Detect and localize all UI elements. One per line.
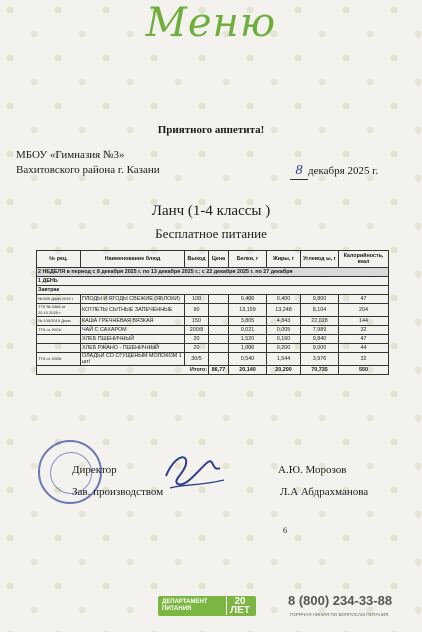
table-row [37, 353, 389, 366]
proteins-cell: 1,000 [229, 344, 267, 353]
fats-cell: 4,843 [267, 317, 301, 326]
dish-cell: ХЛЕБ ПШЕНИЧНЫЙ [81, 335, 185, 344]
rec-cell: ТТК № 3468 от 20.10.2025 г [37, 304, 81, 317]
total-row [37, 366, 389, 375]
dish-cell: ПЛОДЫ И ЯГОДЫ СВЕЖИЕ (ЯБЛОКИ) [81, 295, 185, 304]
output-cell: 150 [185, 317, 209, 326]
menu-rows [37, 295, 389, 366]
total-fats: 20,200 [267, 366, 301, 375]
menu-date [290, 163, 378, 180]
price-cell [209, 344, 229, 353]
proteins-cell: 0,540 [229, 353, 267, 366]
carbs-cell: 7,989 [301, 326, 339, 335]
fats-cell: 0,005 [267, 326, 301, 335]
output-cell: 20 [185, 344, 209, 353]
period-cell: 2 НЕДЕЛЯ в период с 8 декабря 2025 г. по 13 декабря 2025 г.; с 22 декабря 2025 г. по 27 декабря [37, 268, 389, 277]
dish-cell: ОЛАДЬИ СО СГУЩЕНЫМ МОЛОКОМ 1 шт/ [81, 353, 185, 366]
table-row [37, 295, 389, 304]
dish-cell: ЧАЙ С САХАРОМ [81, 326, 185, 335]
proteins-cell: 13,159 [229, 304, 267, 317]
table-row [37, 304, 389, 317]
proteins-cell: 3,805 [229, 317, 267, 326]
meal-subtitle: Бесплатное питание [155, 226, 267, 241]
appetite-heading: Приятного аппетита! [157, 124, 265, 136]
output-cell: 90 [185, 304, 209, 317]
hotline-caption: ГОРЯЧАЯ ЛИНИЯ ПО ВОПРОСАМ ПИТАНИЯ [290, 612, 389, 617]
school-name: МБОУ «Гимназия №3» [16, 149, 125, 161]
carbs-cell: 9,800 [301, 295, 339, 304]
hotline-phone: 8 (800) 234-33-88 [288, 593, 393, 608]
deputy-name: Л.А Абдрахманова [280, 486, 369, 498]
rec-cell: ТТК от 2021г [37, 326, 81, 335]
menu-table [36, 250, 389, 375]
meal-row [37, 286, 389, 295]
director-label: Директор [72, 464, 117, 476]
header-carbs: Углевод ы, г [301, 251, 339, 268]
day-row [37, 277, 389, 286]
date-month-year: декабря 2025 г. [308, 165, 379, 177]
fats-cell: 0,160 [267, 335, 301, 344]
carbs-cell: 22,028 [301, 317, 339, 326]
carbs-cell: 3,976 [301, 353, 339, 366]
fats-cell: 13,248 [267, 304, 301, 317]
day-cell: 1 ДЕНЬ [37, 277, 389, 286]
table-row [37, 326, 389, 335]
price-cell [209, 326, 229, 335]
handwritten-mark: 6 [283, 526, 287, 535]
price-cell [209, 353, 229, 366]
rec-cell: № 609 Доли 2019 г [37, 295, 81, 304]
table-row [37, 335, 389, 344]
rec-cell: № 100/2019 Доли [37, 317, 81, 326]
carbs-cell: 9,840 [301, 335, 339, 344]
department-logo [158, 596, 256, 616]
date-day: 8 [290, 163, 308, 180]
director-signature [160, 446, 230, 496]
fats-cell: 0,400 [267, 295, 301, 304]
dish-cell: ХЛЕБ РЖАНО - ПШЕНИЧНЫЙ [81, 344, 185, 353]
proteins-cell: 1,520 [229, 335, 267, 344]
department-logo-years: 20 ЛЕТ [226, 597, 253, 615]
calories-cell: 47 [339, 295, 389, 304]
school-info [16, 148, 160, 178]
price-cell [209, 317, 229, 326]
output-cell: 20 [185, 335, 209, 344]
header-calories: Калорийность, ккал [339, 251, 389, 268]
period-row [37, 268, 389, 277]
table-row [37, 317, 389, 326]
proteins-cell: 0,021 [229, 326, 267, 335]
price-cell [209, 335, 229, 344]
output-cell: 200/8 [185, 326, 209, 335]
calories-cell: 204 [339, 304, 389, 317]
price-cell [209, 295, 229, 304]
school-district: Вахитовского района г. Казани [16, 164, 160, 176]
header-fats: Жиры, г [267, 251, 301, 268]
table-row [37, 344, 389, 353]
total-price: 86,77 [209, 366, 229, 375]
meal-title: Ланч (1-4 классы ) [151, 203, 271, 219]
fats-cell: 1,544 [267, 353, 301, 366]
output-cell: 30/5 [185, 353, 209, 366]
header-output: Выход [185, 251, 209, 268]
calories-cell: 32 [339, 353, 389, 366]
dish-cell: КОТЛЕТЫ СЫТНЫЕ ЗАПЕЧЕННЫЕ [81, 304, 185, 317]
total-proteins: 20,140 [229, 366, 267, 375]
meal-cell: Завтрак [37, 286, 389, 295]
deputy-label: Зав. производством [72, 486, 164, 498]
rec-cell: ТТК от 2025г [37, 353, 81, 366]
carbs-cell: 8,104 [301, 304, 339, 317]
rec-cell [37, 335, 81, 344]
calories-cell: 44 [339, 344, 389, 353]
calories-cell: 47 [339, 335, 389, 344]
proteins-cell: 0,400 [229, 295, 267, 304]
header-dish: Наименование блюд [81, 251, 185, 268]
total-carbs: 70,735 [301, 366, 339, 375]
calories-cell: 144 [339, 317, 389, 326]
price-cell [209, 304, 229, 317]
table-header-row [37, 251, 389, 268]
department-logo-text: ДЕПАРТАМЕНТ ПИТАНИЯ [162, 599, 208, 612]
fats-cell: 0,200 [267, 344, 301, 353]
rec-cell [37, 344, 81, 353]
header-proteins: Белки, г [229, 251, 267, 268]
menu-title: Меню [145, 0, 277, 46]
header-rec: № рец. [37, 251, 81, 268]
output-cell: 100 [185, 295, 209, 304]
calories-cell: 32 [339, 326, 389, 335]
header-price: Цена [209, 251, 229, 268]
total-calories: 550 [339, 366, 389, 375]
director-name: А.Ю. Морозов [278, 464, 347, 476]
dish-cell: КАША ГРЕЧНЕВАЯ ВЯЗКАЯ [81, 317, 185, 326]
total-label: Итого: [37, 366, 209, 375]
carbs-cell: 9,000 [301, 344, 339, 353]
